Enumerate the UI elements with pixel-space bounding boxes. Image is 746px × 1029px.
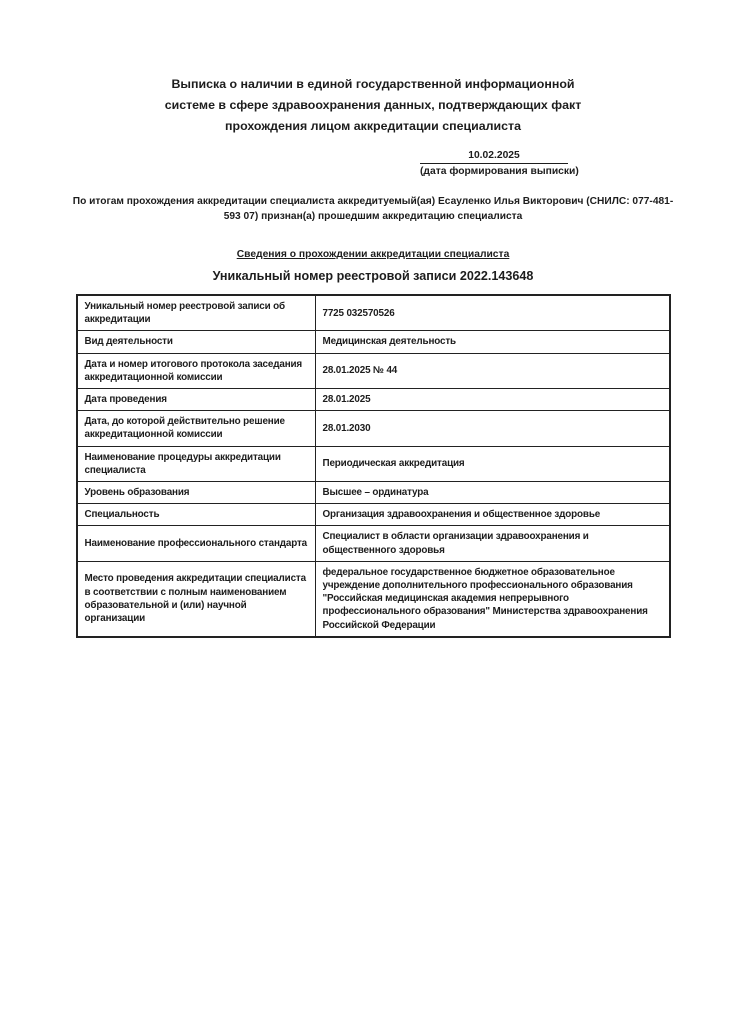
intro-paragraph bbox=[0, 194, 746, 224]
table-row bbox=[77, 331, 670, 353]
row-label: Дата и номер итогового протокола заседания аккредитационной комиссии bbox=[77, 353, 316, 388]
document-title-line: Выписка о наличии в единой государственной информационной bbox=[171, 77, 575, 91]
row-value: 7725 032570526 bbox=[315, 295, 670, 331]
table-row bbox=[77, 295, 670, 331]
row-label: Дата, до которой действительно решение аккредитационной комиссии bbox=[77, 411, 316, 446]
row-label: Дата проведения bbox=[77, 389, 316, 411]
row-value: 28.01.2025 № 44 bbox=[315, 353, 670, 388]
intro-paragraph-line: 593 07) признан(а) прошедшим аккредитацию специалиста bbox=[223, 211, 523, 222]
row-value: 28.01.2025 bbox=[315, 389, 670, 411]
row-label: Уровень образования bbox=[77, 482, 316, 504]
table-row bbox=[77, 389, 670, 411]
table-row bbox=[77, 504, 670, 526]
accreditation-table-body bbox=[77, 295, 670, 637]
table-row bbox=[77, 446, 670, 481]
row-value: федеральное государственное бюджетное образовательное учреждение дополнительного профессионального образования "Российская медицинская академия непрерывного профессионального образования" Министерства здравоохранения Российской Федерации bbox=[315, 561, 670, 637]
intro-paragraph-line: По итогам прохождения аккредитации специалиста аккредитуемый(ая) Есауленко Илья Викторович (СНИЛС: 077-481- bbox=[72, 196, 674, 207]
section-heading: Сведения о прохождении аккредитации специалиста bbox=[236, 249, 510, 260]
row-value: Организация здравоохранения и общественное здоровье bbox=[315, 504, 670, 526]
registry-number-heading: Уникальный номер реестровой записи 2022.143648 bbox=[212, 269, 534, 283]
extract-date: 10.02.2025 bbox=[420, 150, 568, 164]
table-row bbox=[77, 482, 670, 504]
row-value: Медицинская деятельность bbox=[315, 331, 670, 353]
row-value: Высшее – ординатура bbox=[315, 482, 670, 504]
document-title-line: прохождения лицом аккредитации специалиста bbox=[225, 119, 521, 133]
row-label: Вид деятельности bbox=[77, 331, 316, 353]
table-row bbox=[77, 411, 670, 446]
document-title-line: системе в сфере здравоохранения данных, подтверждающих факт bbox=[164, 98, 582, 112]
table-row bbox=[77, 561, 670, 637]
extract-date-caption: (дата формирования выписки) bbox=[420, 166, 579, 177]
row-value: 28.01.2030 bbox=[315, 411, 670, 446]
row-label: Специальность bbox=[77, 504, 316, 526]
row-value: Периодическая аккредитация bbox=[315, 446, 670, 481]
row-label: Наименование процедуры аккредитации специалиста bbox=[77, 446, 316, 481]
table-row bbox=[77, 353, 670, 388]
table-row bbox=[77, 526, 670, 561]
row-label: Место проведения аккредитации специалиста в соответствии с полным наименованием образовательной и (или) научной организации bbox=[77, 561, 316, 637]
row-label: Уникальный номер реестровой записи об аккредитации bbox=[77, 295, 316, 331]
extract-date-block bbox=[420, 150, 579, 177]
accreditation-table bbox=[76, 294, 671, 638]
row-label: Наименование профессионального стандарта bbox=[77, 526, 316, 561]
document-title bbox=[0, 74, 746, 137]
row-value: Специалист в области организации здравоохранения и общественного здоровья bbox=[315, 526, 670, 561]
